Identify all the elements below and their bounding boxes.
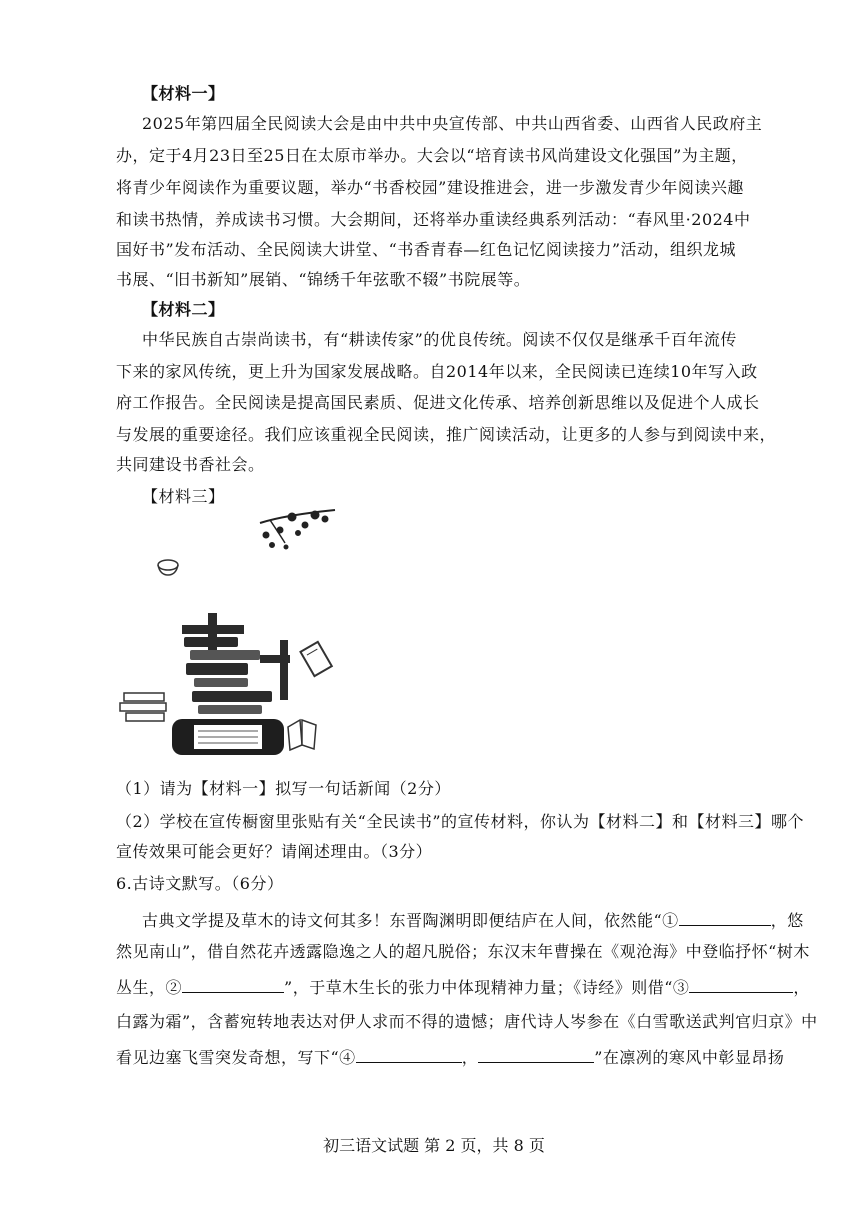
material-1-line: 书展、“旧书新知”展销、“锦绣千年弦歌不辍”书院展等。 <box>116 270 531 289</box>
poem-line-2: 然见南山”，借自然花卉透露隐逸之人的超凡脱俗；东汉末年曹操在《观沧海》中登临抒怀“树木 <box>116 942 810 961</box>
book-stack <box>184 637 290 714</box>
material-2-line: 府工作报告。全民阅读是提高国民素质、促进文化传承、培养创新思维以及促进个人成长 <box>116 393 760 412</box>
poem-line-4: 白露为霜”，含蓄宛转地表达对伊人求而不得的遗憾；唐代诗人岑参在《白雪歌送武判官归京》中 <box>116 1012 818 1031</box>
slanted-book-icon <box>300 642 331 676</box>
question-1: （1）请为【材料一】拟写一句话新闻（2分） <box>116 779 451 798</box>
material-1-line: 将青少年阅读作为重要议题，举办“书香校园”建设推进会，进一步激发青少年阅读兴趣 <box>116 178 744 197</box>
open-book-icon <box>288 720 316 750</box>
material-2-line: 中华民族自古崇尚读书，有“耕读传家”的优良传统。阅读不仅仅是继承千百年流传 <box>142 330 737 349</box>
poem-line-1: 古典文学提及草木的诗文何其多！东晋陶渊明即便结庐在人间，依然能“① ，悠 <box>142 911 804 930</box>
poem-line-3: 丛生，② ”，于草木生长的张力中体现精神力量；《诗经》则借“③ ， <box>116 978 810 997</box>
material-1-line: 国好书”发布活动、全民阅读大讲堂、“书香青春—红色记忆阅读接力”活动，组织龙城 <box>116 240 737 259</box>
answer-blank-3[interactable] <box>689 976 793 993</box>
poem-line-5: 看见边塞飞雪突发奇想，写下“④ ， ”在凛冽的寒风中彰显昂扬 <box>116 1048 785 1067</box>
material-2-line: 下来的家风传统，更上升为国家发展战略。自2014年以来，全民阅读已连续10年写入政 <box>116 362 758 381</box>
page-footer: 初三语文试题 第 2 页，共 8 页 <box>323 1136 545 1155</box>
section-6-title: 6.古诗文默写。（6分） <box>116 874 284 893</box>
material-2-line: 共同建设书香社会。 <box>116 455 265 474</box>
answer-blank-1[interactable] <box>679 909 771 926</box>
tea-cup-icon <box>158 560 178 575</box>
large-book-base <box>172 719 284 755</box>
blossom-branch-icon <box>260 510 335 549</box>
material-2-line: 与发展的重要途径。我们应该重视全民阅读，推广阅读活动，让更多的人参与到阅读中来， <box>116 425 777 444</box>
material-1-header: 【材料一】 <box>142 84 225 103</box>
answer-blank-2[interactable] <box>182 976 284 993</box>
book-pile-icon <box>120 693 166 721</box>
material-1-line: 和读书热情，养成读书习惯。大会期间，还将举办重读经典系列活动：“春风里·2024中 <box>116 210 751 229</box>
material-1-line: 办，定于4月23日至25日在太原市举办。大会以“培育读书风尚建设文化强国”为主题， <box>116 146 748 165</box>
material-1-line: 2025年第四届全民阅读大会是由中共中央宣传部、中共山西省委、山西省人民政府主 <box>142 114 763 133</box>
answer-blank-4a[interactable] <box>356 1046 462 1063</box>
question-2-line-1: （2）学校在宣传橱窗里张贴有关“全民读书”的宣传材料，你认为【材料二】和【材料三】哪个 <box>116 812 805 831</box>
book-character-illustration <box>110 505 340 765</box>
material-2-header: 【材料二】 <box>142 300 225 319</box>
answer-blank-4b[interactable] <box>478 1046 594 1063</box>
material-3-header: 【材料三】 <box>142 487 225 506</box>
question-2-line-2: 宣传效果可能会更好？请阐述理由。（3分） <box>116 842 433 861</box>
